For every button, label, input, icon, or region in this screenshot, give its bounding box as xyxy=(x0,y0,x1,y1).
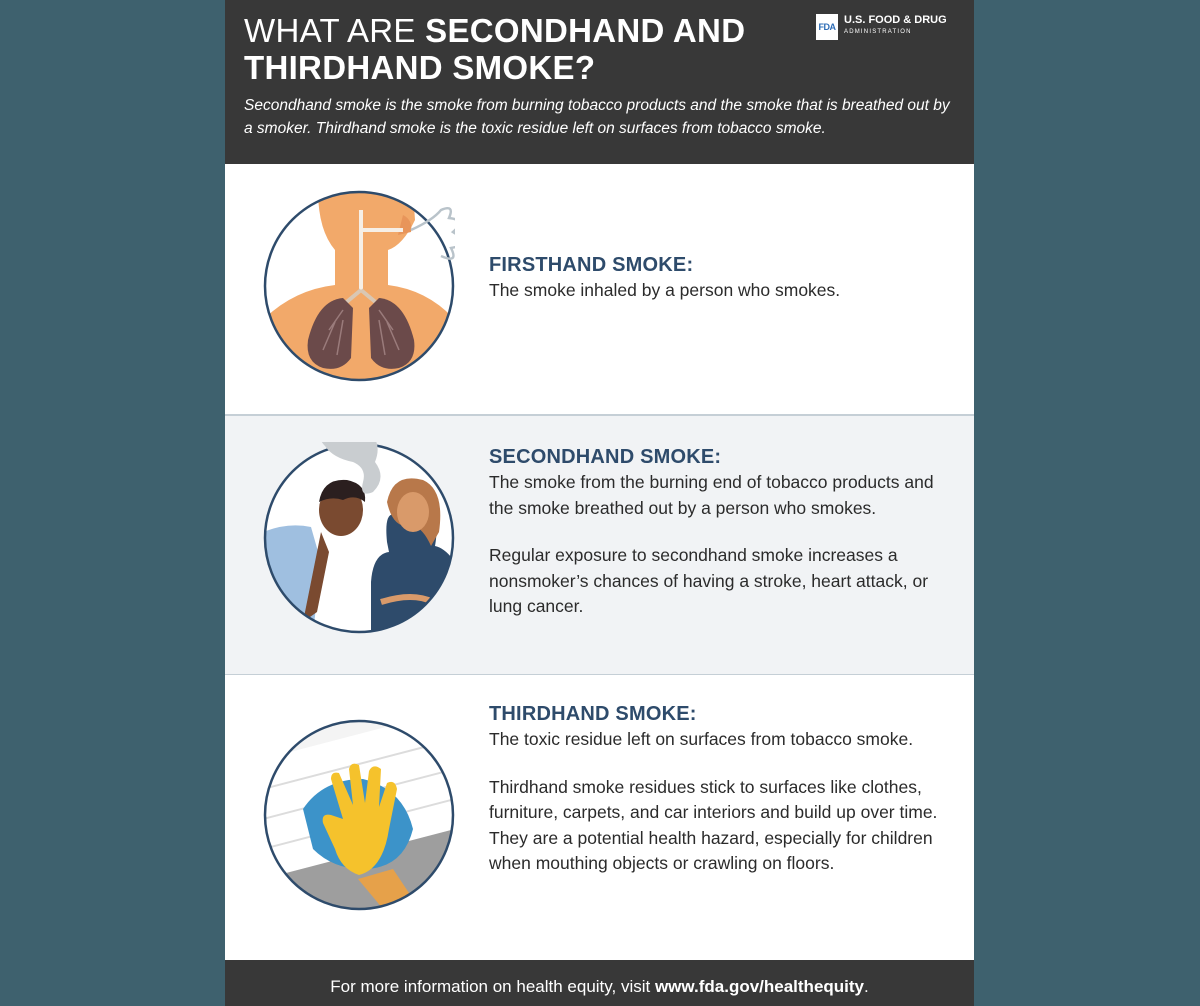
secondhand-description: The smoke from the burning end of tobacco products and the smoke breathed out by a person who smokes. xyxy=(489,472,934,518)
title-bold-2: THIRDHAND SMOKE? xyxy=(244,49,596,86)
page-subtitle: Secondhand smoke is the smoke from burning tobacco products and the smoke that is breathed out by a smoker. Thirdhand smoke is the toxic residue left on surfaces from tobacco smoke. xyxy=(244,97,950,137)
firsthand-text xyxy=(489,252,949,304)
lungs-illustration-icon xyxy=(263,190,455,382)
fda-logo-name: U.S. FOOD & DRUG xyxy=(844,14,947,26)
footer-link[interactable]: www.fda.gov/healthequity xyxy=(654,977,865,996)
infographic-page xyxy=(225,0,974,1006)
cleaning-glove-illustration-icon xyxy=(263,719,455,911)
secondhand-section xyxy=(225,414,974,676)
title-bold-1: SECONDHAND AND xyxy=(425,12,746,49)
thirdhand-section xyxy=(225,675,974,961)
footer-text: For more information on health equity, visit xyxy=(330,977,655,996)
secondhand-risk: Regular exposure to secondhand smoke increases a nonsmoker’s chances of having a stroke, heart attack, or lung cancer. xyxy=(489,545,929,616)
fda-logo-mark: FDA xyxy=(816,14,838,40)
firsthand-description: The smoke inhaled by a person who smokes. xyxy=(489,280,841,300)
header-banner xyxy=(225,0,974,164)
footer-period: . xyxy=(864,977,869,996)
firsthand-section xyxy=(225,164,974,413)
thirdhand-text xyxy=(489,701,949,877)
footer-banner xyxy=(225,960,974,1006)
thirdhand-description: The toxic residue left on surfaces from tobacco smoke. xyxy=(489,729,914,749)
thirdhand-heading: THIRDHAND SMOKE: xyxy=(489,703,697,725)
thirdhand-hazard: Thirdhand smoke residues stick to surfaces like clothes, furniture, carpets, and car interiors and build up over time. They are a potential health hazard, especially for children when mouthing objects or crawling on floors. xyxy=(489,776,938,873)
secondhand-heading: SECONDHAND SMOKE: xyxy=(489,446,722,468)
page-title xyxy=(244,12,804,86)
firsthand-heading: FIRSTHAND SMOKE: xyxy=(489,254,694,276)
coughing-people-illustration-icon xyxy=(263,442,455,634)
title-light: WHAT ARE xyxy=(244,12,426,49)
secondhand-text xyxy=(489,444,949,620)
fda-logo-sub: ADMINISTRATION xyxy=(844,29,912,35)
